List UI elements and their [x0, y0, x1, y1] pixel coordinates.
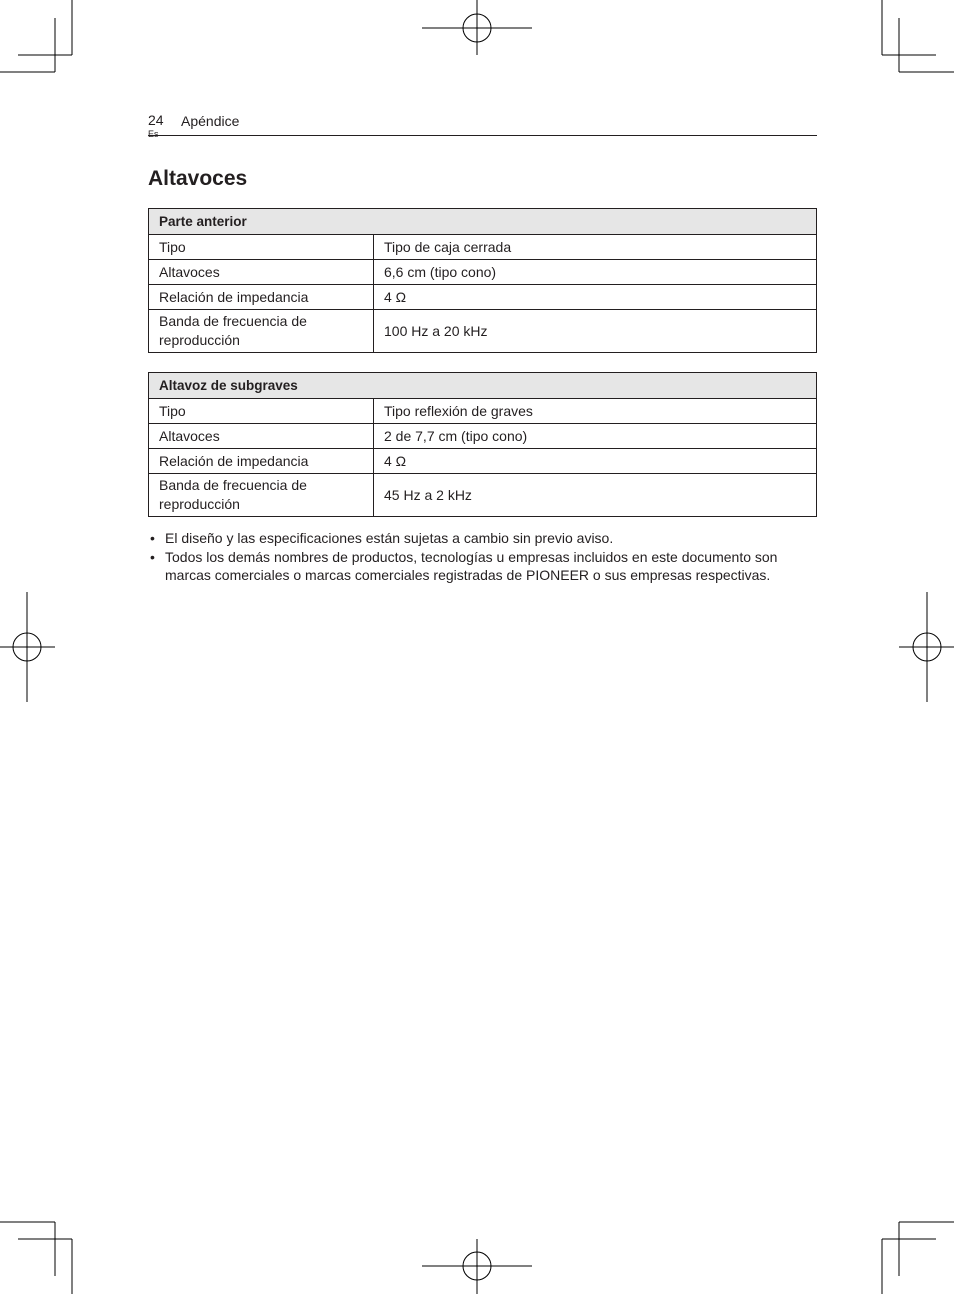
- bullet: •: [150, 548, 155, 565]
- table-header-row: [149, 209, 817, 235]
- spec-value: 2 de 7,7 cm (tipo cono): [374, 424, 817, 449]
- section-name: Apéndice: [181, 113, 240, 129]
- table-row: [149, 285, 817, 310]
- front-speaker-spec-table: [148, 208, 817, 353]
- table-row: [149, 310, 817, 353]
- spec-value: 6,6 cm (tipo cono): [374, 260, 817, 285]
- table-row: [149, 235, 817, 260]
- language-code: Es: [148, 129, 159, 139]
- list-item: [148, 529, 817, 548]
- spec-label: Relación de impedancia: [149, 449, 374, 474]
- spec-label: Tipo: [149, 399, 374, 424]
- table-row: [149, 260, 817, 285]
- spec-label: Relación de impedancia: [149, 285, 374, 310]
- spec-label: Banda de frecuencia de reproducción: [149, 310, 374, 353]
- spec-value: Tipo de caja cerrada: [374, 235, 817, 260]
- page-number: 24: [148, 112, 164, 128]
- list-item: [148, 548, 817, 585]
- notes-list: [148, 529, 817, 585]
- spec-value: 45 Hz a 2 kHz: [374, 474, 817, 517]
- spec-label: Tipo: [149, 235, 374, 260]
- table-row: [149, 424, 817, 449]
- spec-value: 4 Ω: [374, 285, 817, 310]
- spec-value: 4 Ω: [374, 449, 817, 474]
- table-row: [149, 449, 817, 474]
- table-heading: Parte anterior: [149, 209, 817, 235]
- table-row: [149, 474, 817, 517]
- spec-value: 100 Hz a 20 kHz: [374, 310, 817, 353]
- page-header: [148, 112, 817, 142]
- table-header-row: [149, 373, 817, 399]
- subwoofer-spec-table: [148, 372, 817, 517]
- spec-label: Altavoces: [149, 424, 374, 449]
- page-title: Altavoces: [148, 167, 248, 190]
- note-text: Todos los demás nombres de productos, tecnologías u empresas incluidos en este documento son marcas comerciales o marcas comerciales registradas de PIONEER o sus empresas respectivas.: [165, 548, 778, 583]
- spec-label: Banda de frecuencia de reproducción: [149, 474, 374, 517]
- spec-value: Tipo reflexión de graves: [374, 399, 817, 424]
- table-heading: Altavoz de subgraves: [149, 373, 817, 399]
- header-rule: [148, 135, 817, 136]
- note-text: El diseño y las especificaciones están sujetas a cambio sin previo aviso.: [165, 530, 614, 546]
- spec-label: Altavoces: [149, 260, 374, 285]
- table-row: [149, 399, 817, 424]
- bullet: •: [150, 530, 155, 546]
